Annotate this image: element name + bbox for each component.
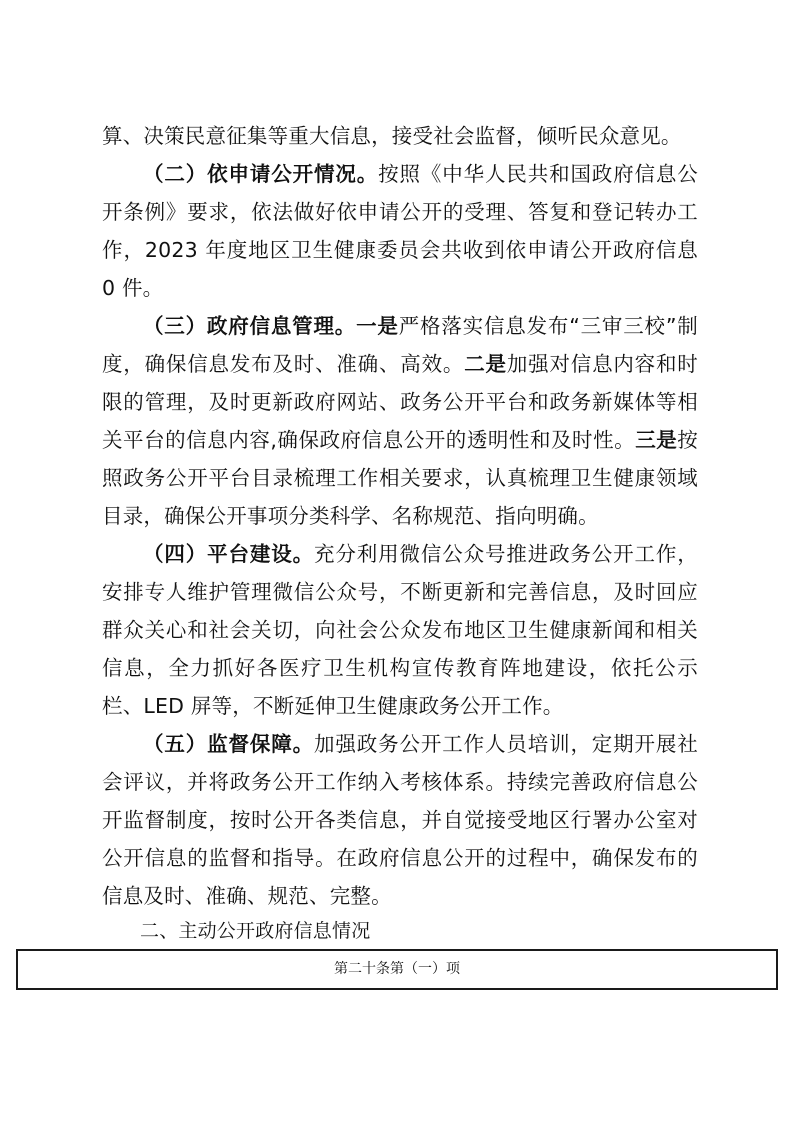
paragraph-text: 按照政务公开平台目录梳理工作相关要求，认真梳理卫生健康领域目录，确保公开事项分类科学、名称规范、指向明确。 [102, 428, 698, 528]
paragraph-application-disclosure [102, 155, 698, 307]
table-header-box [16, 949, 778, 990]
paragraph-text: 严格落实信息发布“三审三校”制度，确保信息发布及时、准确、高效。 [102, 314, 698, 376]
paragraph-heading: （三）政府信息管理。 [143, 314, 357, 338]
paragraph-continuation [102, 117, 698, 155]
lead-word-first: 一是 [356, 314, 399, 338]
paragraph-platform-building [102, 535, 698, 725]
section-heading: 二、主动公开政府信息情况 [140, 920, 371, 942]
paragraph-information-management [102, 307, 698, 535]
paragraph-text: 加强政务公开工作人员培训，定期开展社会评议，并将政务公开工作纳入考核体系。持续完善政府信息公开监督制度，按时公开各类信息，并自觉接受地区行署办公室对公开信息的监督和指导。在政府信息公开的过程中，确保发布的信息及时、准确、规范、完整。 [102, 732, 698, 908]
lead-word-third: 三是 [635, 428, 678, 452]
paragraph-heading: （四）平台建设。 [143, 542, 314, 566]
table-caption: 第二十条第（一）项 [334, 961, 460, 977]
lead-word-second: 二是 [464, 352, 507, 376]
paragraph-text: 加强对信息内容和时限的管理，及时更新政府网站、政务公开平台和政务新媒体等相关平台的信息内容,确保政府信息公开的透明性和及时性。 [102, 352, 698, 452]
paragraph-heading: （五）监督保障。 [143, 732, 314, 756]
paragraph-heading: （二）依申请公开情况。 [143, 162, 379, 186]
paragraph-text: 充分利用微信公众号推进政务公开工作，安排专人维护管理微信公众号，不断更新和完善信息，及时回应群众关心和社会关切，向社会公众发布地区卫生健康新闻和相关信息，全力抓好各医疗卫生机构宣传教育阵地建设，依托公示栏、LED 屏等，不断延伸卫生健康政务公开工作。 [102, 542, 698, 718]
paragraph-text: 按照《中华人民共和国政府信息公开条例》要求，依法做好依申请公开的受理、答复和登记转办工作，2023 年度地区卫生健康委员会共收到依申请公开政府信息 0 件。 [102, 162, 698, 300]
paragraph-supervision [102, 725, 698, 915]
paragraph-text: 算、决策民意征集等重大信息，接受社会监督，倾听民众意见。 [102, 124, 682, 148]
